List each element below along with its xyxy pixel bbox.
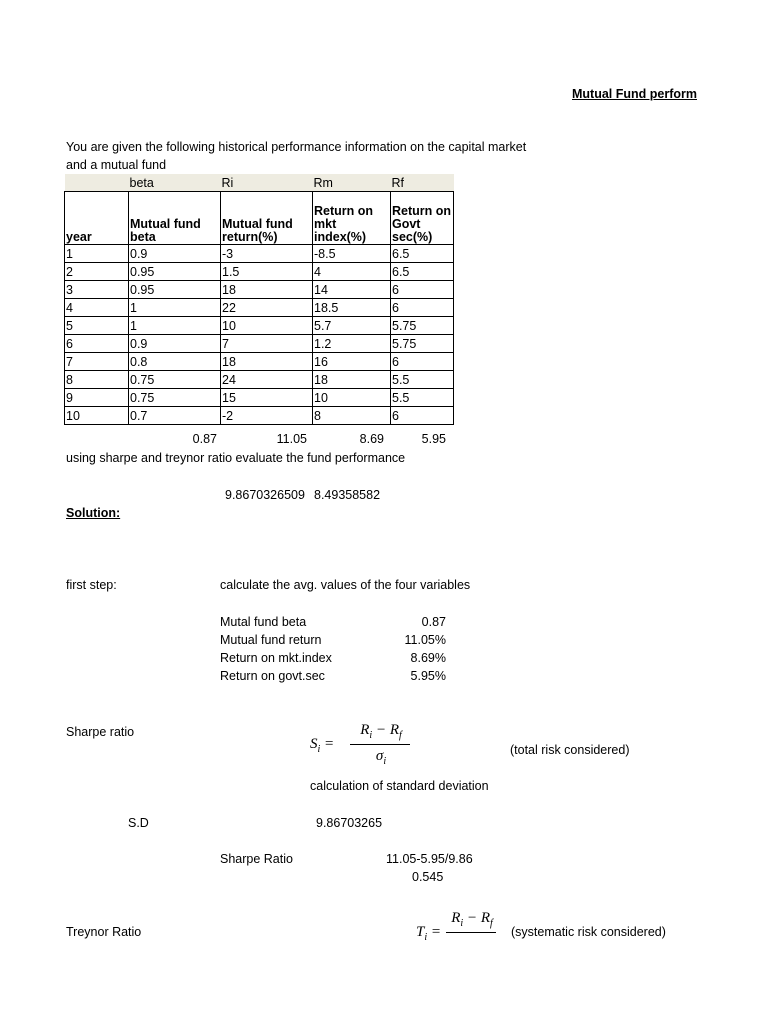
header-line: Mutual fund <box>222 217 293 231</box>
sharpe-formula: $S_i$ = $R_i - R_f$ $\sigma_i$ <box>310 722 420 772</box>
sharpe-ratio-label: Sharpe Ratio <box>220 852 293 866</box>
variable-cell: Rm <box>313 174 391 192</box>
variable-cell: beta <box>129 174 221 192</box>
avg-rf: 5.95 <box>421 432 446 446</box>
table-cell: 10 <box>221 317 313 335</box>
solution-label: Solution: <box>66 506 121 520</box>
table-cell: 6 <box>391 299 454 317</box>
table-cell: 1.2 <box>313 335 391 353</box>
header-row <box>65 192 454 245</box>
header-line: Mutual fund <box>130 217 201 231</box>
table-row <box>65 407 454 425</box>
table-cell: 6 <box>391 353 454 371</box>
table-cell: 5.5 <box>391 371 454 389</box>
table-cell: 5.75 <box>391 317 454 335</box>
table-cell: 6 <box>391 407 454 425</box>
table-cell: 16 <box>313 353 391 371</box>
avg-beta: 0.87 <box>192 432 217 446</box>
sharpe-label: Sharpe ratio <box>66 725 135 739</box>
table-cell: 15 <box>221 389 313 407</box>
table-cell: 0.9 <box>129 335 221 353</box>
table-cell: 18 <box>221 353 313 371</box>
avg-item-value: 5.95% <box>410 669 446 683</box>
table-cell: 1 <box>129 299 221 317</box>
avg-rm: 8.69 <box>359 432 384 446</box>
table-cell: 0.8 <box>129 353 221 371</box>
first-step-text: calculate the avg. values of the four variables <box>220 578 471 592</box>
sd-value-market: 8.49358582 <box>314 488 381 502</box>
header-line: Return on <box>314 204 374 218</box>
header-cell <box>129 192 221 245</box>
sharpe-ratio-expression: 11.05-5.95/9.86 <box>386 852 473 866</box>
variable-cell <box>65 174 129 192</box>
table-cell: 14 <box>313 281 391 299</box>
page-title: Mutual Fund perform <box>572 87 697 101</box>
table-cell: 7 <box>65 353 129 371</box>
header-cell <box>221 192 313 245</box>
avg-ri: 11.05 <box>276 432 307 446</box>
first-step-label: first step: <box>66 578 117 592</box>
table-row <box>65 281 454 299</box>
sharpe-note: (total risk considered) <box>510 743 630 757</box>
table-cell: 1 <box>129 317 221 335</box>
table-cell: 6 <box>391 281 454 299</box>
sd-label: S.D <box>128 816 149 830</box>
treynor-note: (systematic risk considered) <box>511 925 666 939</box>
table-cell: 8 <box>313 407 391 425</box>
header-line: sec(%) <box>392 230 433 244</box>
sd-caption: calculation of standard deviation <box>310 779 489 793</box>
avg-item-label: Return on govt.sec <box>220 669 325 683</box>
table-row <box>65 299 454 317</box>
question-text: using sharpe and treynor ratio evaluate the fund performance <box>66 451 406 465</box>
avg-item-label: Mutal fund beta <box>220 615 307 629</box>
table-cell: 18.5 <box>313 299 391 317</box>
table-cell: -3 <box>221 245 313 263</box>
table-row <box>65 353 454 371</box>
avg-item-value: 0.87 <box>421 615 446 629</box>
table-cell: 5 <box>65 317 129 335</box>
table-cell: 2 <box>65 263 129 281</box>
table-cell: 5.75 <box>391 335 454 353</box>
header-line: year <box>66 230 92 244</box>
table-cell: 0.95 <box>129 281 221 299</box>
table-cell: 3 <box>65 281 129 299</box>
table-row <box>65 263 454 281</box>
header-cell <box>391 192 454 245</box>
header-cell <box>313 192 391 245</box>
sharpe-ratio-value: 0.545 <box>412 870 444 884</box>
avg-item-label: Mutual fund return <box>220 633 322 647</box>
avg-item-label: Return on mkt.index <box>220 651 332 665</box>
table-cell: 0.75 <box>129 371 221 389</box>
table-cell: 22 <box>221 299 313 317</box>
table-cell: 0.7 <box>129 407 221 425</box>
table-cell: 24 <box>221 371 313 389</box>
header-line: Govt <box>392 217 421 231</box>
table-row <box>65 245 454 263</box>
table-cell: 0.95 <box>129 263 221 281</box>
table-cell: 6.5 <box>391 263 454 281</box>
table-cell: 9 <box>65 389 129 407</box>
treynor-formula: $T_i$ = $R_i - R_f$ <box>416 910 506 950</box>
sd-value: 9.86703265 <box>316 816 383 830</box>
table-cell: 10 <box>65 407 129 425</box>
table-cell: 6 <box>65 335 129 353</box>
header-line: Return on <box>392 204 452 218</box>
table-cell: 1.5 <box>221 263 313 281</box>
table-cell: 8 <box>65 371 129 389</box>
table-cell: -2 <box>221 407 313 425</box>
table-cell: 1 <box>65 245 129 263</box>
header-line: index(%) <box>314 230 367 244</box>
variable-cell: Ri <box>221 174 313 192</box>
header-line: beta <box>130 230 156 244</box>
table-cell: 10 <box>313 389 391 407</box>
intro-line-1: You are given the following historical performance information on the capital market <box>66 140 527 154</box>
header-line: mkt <box>314 217 337 231</box>
table-cell: 4 <box>313 263 391 281</box>
avg-item-value: 11.05% <box>404 633 446 647</box>
table-row <box>65 389 454 407</box>
header-cell <box>65 192 129 245</box>
table-cell: 7 <box>221 335 313 353</box>
table-cell: 5.7 <box>313 317 391 335</box>
treynor-label: Treynor Ratio <box>66 925 142 939</box>
table-cell: 18 <box>313 371 391 389</box>
table-cell: 18 <box>221 281 313 299</box>
table-cell: 0.75 <box>129 389 221 407</box>
intro-line-2: and a mutual fund <box>66 158 167 172</box>
table-row <box>65 371 454 389</box>
table-cell: 5.5 <box>391 389 454 407</box>
table-cell: -8.5 <box>313 245 391 263</box>
variable-row <box>65 174 454 192</box>
avg-item-value: 8.69% <box>410 651 446 665</box>
table-cell: 0.9 <box>129 245 221 263</box>
sd-value-fund: 9.8670326509 <box>225 488 305 502</box>
performance-table <box>64 174 454 425</box>
table-cell: 4 <box>65 299 129 317</box>
variable-cell: Rf <box>391 174 454 192</box>
header-line: return(%) <box>222 230 278 244</box>
table-row <box>65 317 454 335</box>
table-cell: 6.5 <box>391 245 454 263</box>
table-row <box>65 335 454 353</box>
